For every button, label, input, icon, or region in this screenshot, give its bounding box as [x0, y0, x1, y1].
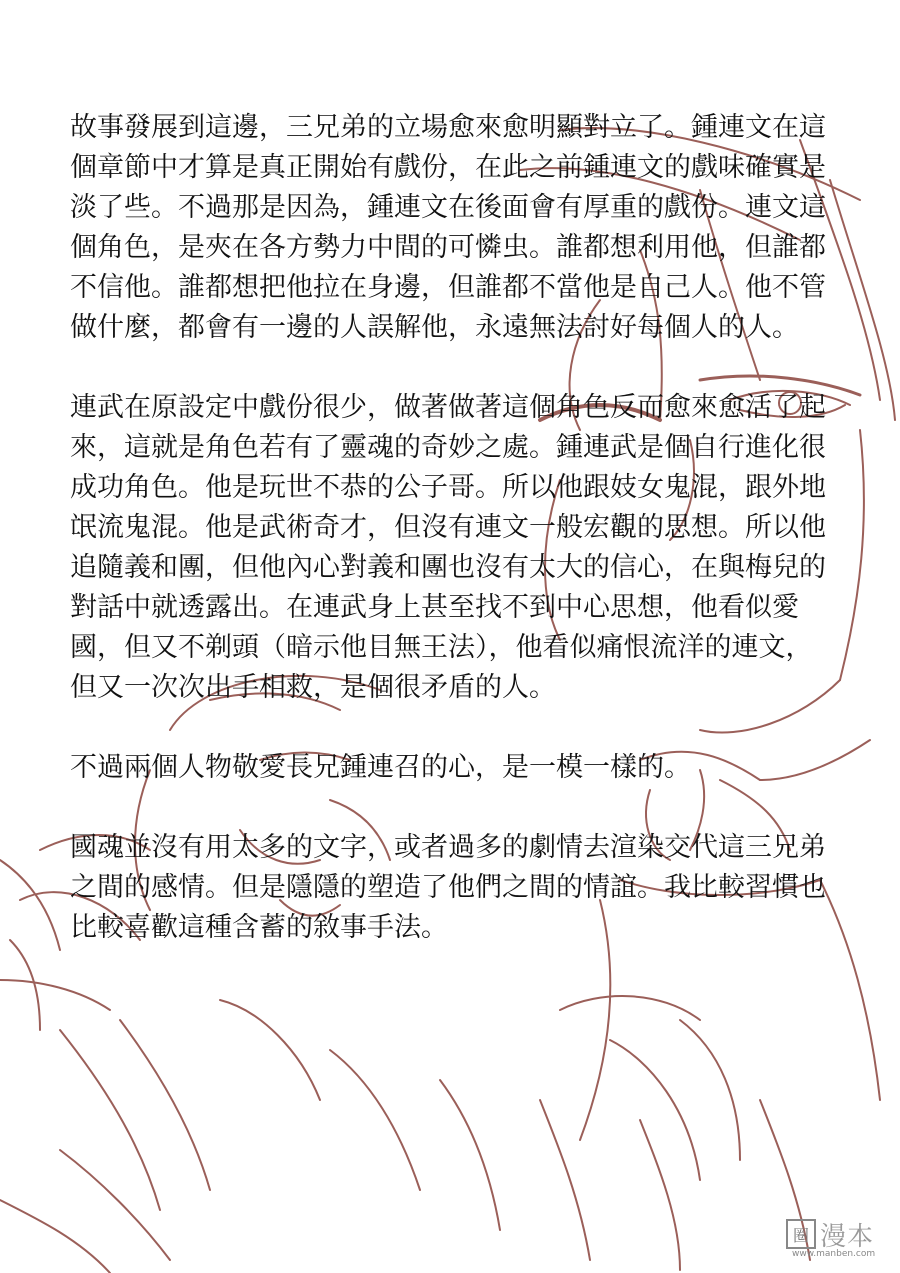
paragraph-3 [70, 748, 845, 788]
text-line: 國魂並沒有用太多的文字，或者過多的劇情去渲染交代這三兄弟 [70, 832, 826, 863]
site-watermark [786, 1213, 886, 1259]
paragraph-4 [70, 828, 845, 948]
text-line: 氓流鬼混。他是武術奇才，但沒有連文一般宏觀的思想。所以他 [70, 512, 826, 543]
text-line: 但又一次次出手相救，是個很矛盾的人。 [70, 672, 556, 703]
text-line: 國，但又不剃頭（暗示他目無王法），他看似痛恨流洋的連文， [70, 632, 813, 663]
watermark-text: 漫本 [820, 1221, 875, 1252]
watermark-logo-icon [786, 1219, 816, 1249]
text-line: 不過兩個人物敬愛長兄鍾連召的心，是一模一樣的。 [70, 752, 691, 783]
text-line: 淡了些。不過那是因為，鍾連文在後面會有厚重的戲份。連文這 [70, 192, 826, 223]
text-line: 成功角色。他是玩世不恭的公子哥。所以他跟妓女鬼混，跟外地 [70, 472, 826, 503]
text-line: 之間的感情。但是隱隱的塑造了他們之間的情誼。我比較習慣也 [70, 872, 826, 903]
text-line: 對話中就透露出。在連武身上甚至找不到中心思想，他看似愛 [70, 592, 799, 623]
watermark-url: www.manben.com [792, 1249, 876, 1259]
commentary-text [70, 108, 845, 988]
text-line: 追隨義和團，但他內心對義和團也沒有太大的信心，在與梅兒的 [70, 552, 826, 583]
watermark-box-glyph: 圈 [792, 1225, 809, 1245]
text-line: 故事發展到這邊，三兄弟的立場愈來愈明顯對立了。鍾連文在這 [70, 112, 826, 143]
text-line: 來，這就是角色若有了靈魂的奇妙之處。鍾連武是個自行進化很 [70, 432, 826, 463]
paragraph-1 [70, 108, 845, 348]
text-line: 做什麼，都會有一邊的人誤解他，永遠無法討好每個人的人。 [70, 312, 799, 343]
text-line: 個章節中才算是真正開始有戲份，在此之前鍾連文的戲味確實是 [70, 152, 826, 183]
text-line: 比較喜歡這種含蓄的敘事手法。 [70, 912, 448, 943]
text-line: 個角色，是夾在各方勢力中間的可憐虫。誰都想利用他，但誰都 [70, 232, 826, 263]
paragraph-2 [70, 388, 845, 708]
text-line: 連武在原設定中戲份很少，做著做著這個角色反而愈來愈活了起 [70, 392, 826, 423]
text-line: 不信他。誰都想把他拉在身邊，但誰都不當他是自己人。他不管 [70, 272, 826, 303]
